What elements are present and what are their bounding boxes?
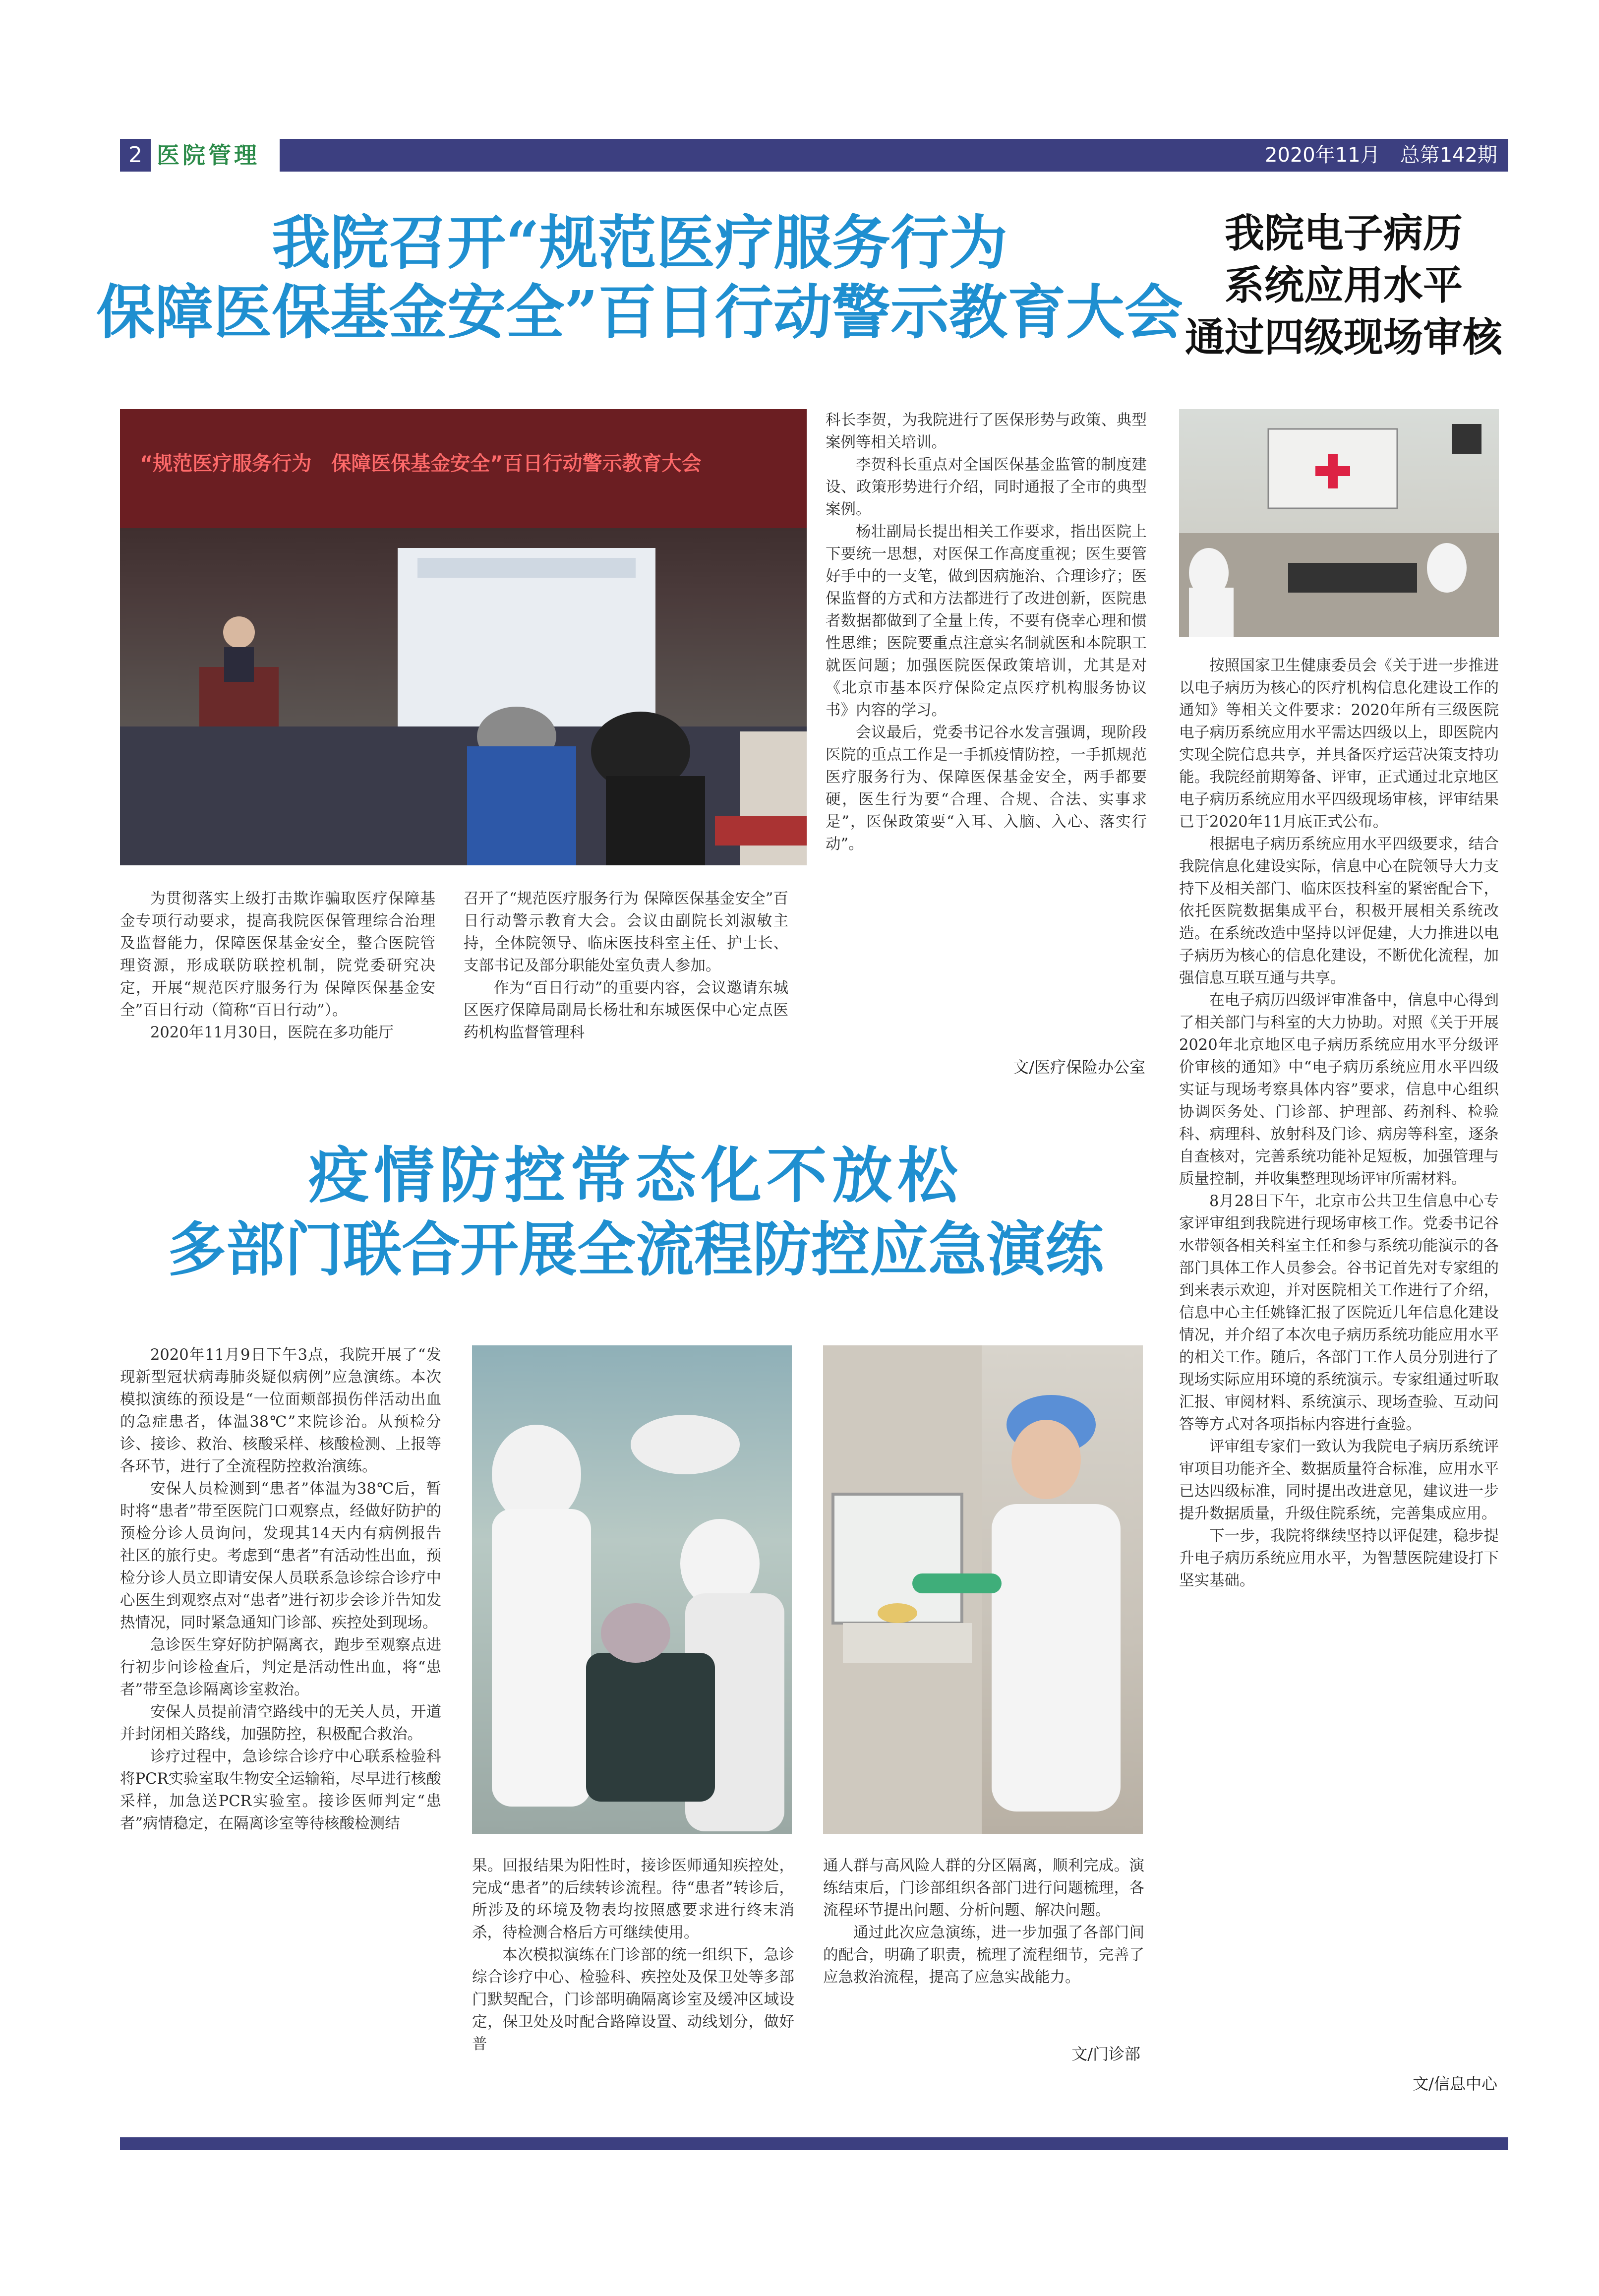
- page-number: 2: [120, 139, 151, 172]
- paragraph: 本次模拟演练在门诊部的统一组织下，急诊综合诊疗中心、检验科、疾控处及保卫处等多部门默契配合，门诊部明确隔离诊室及缓冲区域设定，保卫处及时配合路障设置、动线划分，做好普: [472, 1946, 794, 2053]
- paragraph: 召开了“规范医疗服务行为 保障医保基金安全”百日行动警示教育大会。会议由副院长刘淑敏主持，全体院领导、临床医技科室主任、护士长、支部书记及部分职能处室负责人参加。: [464, 890, 788, 974]
- article3-signature: 文/信息中心: [1413, 2074, 1497, 2093]
- meeting-scene-icon: [120, 409, 807, 865]
- paragraph: 通人群与高风险人群的分区隔离，顺利完成。演练结束后，门诊部组织各部门进行问题梳理，各流程环节提出问题、分析问题、解决问题。: [823, 1857, 1144, 1919]
- sample-window-drill-photo: [823, 1345, 1143, 1834]
- paragraph: 科长李贺，为我院进行了医保形势与政策、典型案例等相关培训。: [826, 412, 1147, 451]
- isolation-room-drill-photo: [472, 1345, 792, 1834]
- review-meeting-photo: [1179, 409, 1499, 637]
- article3-title-line3: 通过四级现场审核: [1185, 314, 1502, 361]
- ppe-staff-icon: [472, 1345, 792, 1834]
- paragraph: 安保人员检测到“患者”体温为38℃后，暂时将“患者”带至医院门口观察点，经做好防护的预检分诊人员询问，发现其14天内有病例报告社区的旅行史。考虑到“患者”有活动性出血，预检分诊人员立即请安保人员联系急诊综合诊疗中心医生到观察点对“患者”进行初步会诊并告知发热情况，同时紧急通知门诊部、疾控处到现场。: [120, 1480, 441, 1631]
- paragraph: 会议最后，党委书记谷水发言强调，现阶段医院的重点工作是一手抓疫情防控，一手抓规范医疗服务行为、保障医保基金安全，两手都要硬，医生行为要“合理、合规、合法、实事求是”，医保政策要“入耳、入脑、入心、落实行动”。: [826, 724, 1147, 853]
- paragraph: 李贺科长重点对全国医保基金监管的制度建设、政策形势进行介绍，同时通报了全市的典型案例。: [826, 456, 1147, 518]
- article1-col1: [120, 888, 435, 1044]
- article2-signature: 文/门诊部: [1071, 2045, 1140, 2063]
- issue-info: 2020年11月 总第142期: [1264, 144, 1497, 167]
- article2-col2: [472, 1855, 794, 2055]
- footer-bar: [120, 2137, 1508, 2150]
- paragraph: 杨壮副局长提出相关工作要求，指出医院上下要统一思想，对医保工作高度重视；医生要管好手中的一支笔，做到因病施治、合理诊疗；医保监督的方式和方法都进行了改进创新，医院患者数据都做到了全量上传，不要有侥幸心理和惯性思维；医院要重点注意实名制就医和本院职工就医问题；加强医院医保政策培训，尤其是对《北京市基本医疗保险定点医疗机构服务协议书》内容的学习。: [826, 523, 1147, 719]
- article2-col3: [823, 1855, 1144, 1989]
- paragraph: 急诊医生穿好防护隔离衣，跑步至观察点进行初步问诊检查后，判定是活动性出血，将“患者”带至急诊隔离诊室救治。: [120, 1636, 441, 1698]
- paragraph: 果。回报结果为阳性时，接诊医师通知疾控处，完成“患者”的后续转诊流程。待“患者”转诊后，所涉及的环境及物表均按照感要求进行终末消杀，待检测合格后方可继续使用。: [472, 1857, 794, 1941]
- sample-window-icon: [823, 1345, 1143, 1834]
- article1-title-line1: 我院召开“规范医疗服务行为: [272, 208, 1007, 277]
- review-scene-icon: [1179, 409, 1499, 637]
- paragraph: 评审组专家们一致认为我院电子病历系统评审项目功能齐全、数据质量符合标准，应用水平已达四级标准，同时提出改进意见，建议进一步提升数据质量，升级住院系统，完善集成应用。: [1179, 1438, 1499, 1522]
- article1-title-line2: 保障医保基金安全”百日行动警示教育大会: [96, 278, 1183, 347]
- section-label: 医院管理: [157, 142, 260, 169]
- paragraph: 8月28日下午，北京市公共卫生信息中心专家评审组到我院进行现场审核工作。党委书记谷水带领各相关科室主任和参与系统功能演示的各部门具体工作人员参会。谷书记首先对专家组的到来表示欢迎，并对医院相关工作进行了介绍，信息中心主任姚锋汇报了医院近几年信息化建设情况，并介绍了本次电子病历系统功能应用水平的相关工作。随后，各部门工作人员分别进行了现场实际应用环境的系统演示。专家组通过听取汇报、审阅材料、系统演示、现场查验、互动问答等方式对各项指标内容进行查验。: [1179, 1193, 1499, 1433]
- article2-col1: [120, 1344, 441, 1835]
- meeting-hall-photo: [120, 409, 807, 865]
- paragraph: 下一步，我院将继续坚持以评促建，稳步提升电子病历系统应用水平，为智慧医院建设打下坚实基础。: [1179, 1527, 1499, 1589]
- paragraph: 2020年11月9日下午3点，我院开展了“发现新型冠状病毒肺炎疑似病例”应急演练。本次模拟演练的预设是“一位面颊部损伤伴活动出血的急症患者，体温38℃”来院诊治。从预检分诊、接诊、救治、核酸采样、核酸检测、上报等各环节，进行了全流程防控救治演练。: [120, 1346, 441, 1475]
- article3-title-line2: 系统应用水平: [1225, 262, 1463, 308]
- paragraph: 诊疗过程中，急诊综合诊疗中心联系检验科将PCR实验室取生物安全运输箱，尽早进行核酸采样，加急送PCR实验室。接诊医师判定“患者”病情稳定，在隔离诊室等待核酸检测结: [120, 1748, 441, 1832]
- article2-title-line2: 多部门联合开展全流程防控应急演练: [167, 1215, 1104, 1284]
- paragraph: 根据电子病历系统应用水平四级要求，结合我院信息化建设实际，信息中心在院领导大力支持下及相关部门、临床医技科室的紧密配合下，依托医院数据集成平台，积极开展相关系统改造。在系统改造中坚持以评促建，大力推进以电子病历为核心的信息化建设，不断优化流程，加强信息互联互通与共享。: [1179, 836, 1499, 987]
- paragraph: 2020年11月30日，医院在多功能厅: [150, 1024, 394, 1041]
- article2-title-line1: 疫情防控常态化不放松: [308, 1140, 963, 1211]
- article3-title-line1: 我院电子病历: [1225, 210, 1463, 256]
- article3-body: [1179, 655, 1499, 1592]
- meeting-banner: “规范医疗服务行为 保障医保基金安全”百日行动警示教育大会: [140, 452, 702, 475]
- article1-signature: 文/医疗保险办公室: [1013, 1058, 1145, 1077]
- paragraph: 作为“百日行动”的重要内容，会议邀请东城区医疗保障局副局长杨壮和东城医保中心定点医药机构监督管理科: [464, 979, 788, 1041]
- paragraph: 为贯彻落实上级打击欺诈骗取医疗保障基金专项行动要求，提高我院医保管理综合治理及监督能力，保障医保基金安全，整合医院管理资源，形成联防联控机制，院党委研究决定，开展“规范医疗服务行为 保障医保基金安全”百日行动（简称“百日行动”）。: [120, 890, 435, 1019]
- paragraph: 在电子病历四级评审准备中，信息中心得到了相关部门与科室的大力协助。对照《关于开展2020年北京地区电子病历系统应用水平分级评价审核的通知》中“电子病历系统应用水平四级实证与现场考察具体内容”要求，信息中心组织协调医务处、门诊部、护理部、药剂科、检验科、病理科、放射科及门诊、病房等科室，逐条自查核对，完善系统功能补足短板，加强管理与质量控制，并收集整理现场评审所需材料。: [1179, 992, 1499, 1188]
- article1-col2: [464, 888, 788, 1044]
- paragraph: 按照国家卫生健康委员会《关于进一步推进以电子病历为核心的医疗机构信息化建设工作的通知》等相关文件要求：2020年所有三级医院电子病历系统应用水平需达四级以上，即医院内实现全院信息共享，并具备医疗运营决策支持功能。我院经前期筹备、评审，正式通过北京地区电子病历系统应用水平四级现场审核，评审结果已于2020年11月底正式公布。: [1179, 657, 1499, 831]
- article1-col3: [826, 409, 1147, 855]
- paragraph: 安保人员提前清空路线中的无关人员，开道并封闭相关路线，加强防控，积极配合救治。: [120, 1703, 441, 1743]
- paragraph: 通过此次应急演练，进一步加强了各部门间的配合，明确了职责，梳理了流程细节，完善了应急救治流程，提高了应急实战能力。: [823, 1924, 1144, 1986]
